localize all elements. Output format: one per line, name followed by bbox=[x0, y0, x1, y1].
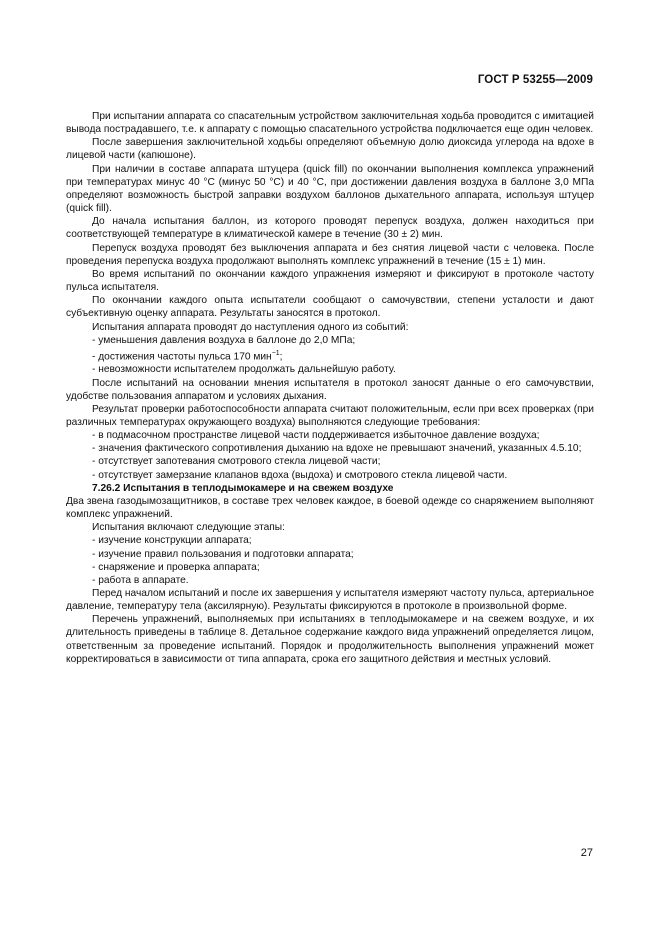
paragraph: Два звена газодымозащитников, в составе трех человек каждое, в боевой одежде со снаряжением выполняют комплекс упражнений. bbox=[66, 495, 594, 521]
list-item bbox=[66, 347, 594, 364]
paragraph: После испытаний на основании мнения испытателя в протокол заносят данные о его самочувствии, удобстве пользования аппаратом и условиях дыхания. bbox=[66, 377, 594, 402]
list-item: - изучение конструкции аппарата; bbox=[92, 535, 252, 547]
paragraph: По окончании каждого опыта испытатели сообщают о самочувствии, степени усталости и дают субъективную оценку аппарата. Результаты заносятся в протокол. bbox=[66, 295, 594, 320]
paragraph: Перед началом испытаний и после их завершения у испытателя измеряют частоту пульса, артериальное давление, температуру тела (аксилярную). Результаты фиксируются в протоколе в произвольной форме. bbox=[66, 588, 594, 613]
list-item: - уменьшения давления воздуха в баллоне до 2,0 МПа; bbox=[92, 334, 356, 346]
list-item: - отсутствует запотевания смотрового стекла лицевой части; bbox=[92, 456, 381, 468]
page-number: 27 bbox=[580, 847, 593, 859]
paragraph: До начала испытания баллон, из которого проводят перепуск воздуха, должен находиться при соответствующей температуре в климатической камере в течение (30 ± 2) мин. bbox=[66, 216, 594, 241]
document-header: ГОСТ Р 53255—2009 bbox=[477, 74, 593, 86]
paragraph: Испытания включают следующие этапы: bbox=[92, 522, 285, 534]
paragraph: При наличии в составе аппарата штуцера (quick fill) по окончании выполнения комплекса упражнений при температурах минус 40 °С (минус 50 °С) и 40 °С, при достижении давления воздуха в баллоне 3,0 МПа определяют возможность быстрой заправки воздухом баллонов дыхательного аппарата, используя штуцер (quick fill). bbox=[66, 163, 594, 215]
paragraph: Результат проверки работоспособности аппарата считают положительным, если при всех проверках (при различных температурах окружающего воздуха) выполняются следующие требования: bbox=[66, 403, 594, 428]
paragraph: После завершения заключительной ходьбы определяют объемную долю диоксида углерода на вдохе в лицевой части (капюшоне). bbox=[66, 137, 594, 162]
list-item: - отсутствует замерзание клапанов вдоха (выдоха) и смотрового стекла лицевой части. bbox=[92, 469, 508, 481]
list-item: - снаряжение и проверка аппарата; bbox=[92, 561, 260, 573]
section-heading: 7.26.2 Испытания в теплодымокамере и на свежем воздухе bbox=[92, 482, 394, 494]
paragraph: При испытании аппарата со спасательным устройством заключительная ходьба проводится с имитацией вывода пострадавшего, т.е. к аппарату с помощью спасательного устройства подключается еще один человек. bbox=[66, 111, 594, 136]
list-item: - изучение правил пользования и подготовки аппарата; bbox=[92, 548, 354, 560]
list-item-text: - достижения частоты пульса 170 мин bbox=[92, 351, 272, 363]
paragraph: Во время испытаний по окончании каждого упражнения измеряют и фиксируют в протоколе частоту пульса испытателя. bbox=[66, 268, 594, 294]
list-item-text: ; bbox=[279, 351, 283, 363]
superscript: −1 bbox=[271, 349, 280, 357]
list-item: - в подмасочном пространстве лицевой части поддерживается избыточное давление воздуха; bbox=[92, 430, 540, 442]
paragraph: Перечень упражнений, выполняемых при испытаниях в теплодымокамере и на свежем воздухе, и их длительность приведены в таблице 8. Детальное содержание каждого вида упражнений определяется лицом, ответственным за проведение испытаний. Порядок и продолжительность выполнения упражнений может корректироваться в зависимости от типа аппарата, срока его защитного действия и местных условий. bbox=[66, 614, 594, 665]
document-body bbox=[66, 110, 594, 666]
list-item: - невозможности испытателем продолжать дальнейшую работу. bbox=[92, 364, 396, 376]
list-item: - работа в аппарате. bbox=[92, 574, 189, 586]
paragraph: Перепуск воздуха проводят без выключения аппарата и без снятия лицевой части с человека. После проведения перепуска воздуха продолжают выполнять комплекс упражнений в течение (15 ± 1) мин. bbox=[66, 242, 594, 267]
list-item: - значения фактического сопротивления дыханию на вдохе не превышают значений, указанных 4.5.10; bbox=[92, 443, 582, 455]
paragraph: Испытания аппарата проводят до наступления одного из событий: bbox=[92, 321, 409, 333]
